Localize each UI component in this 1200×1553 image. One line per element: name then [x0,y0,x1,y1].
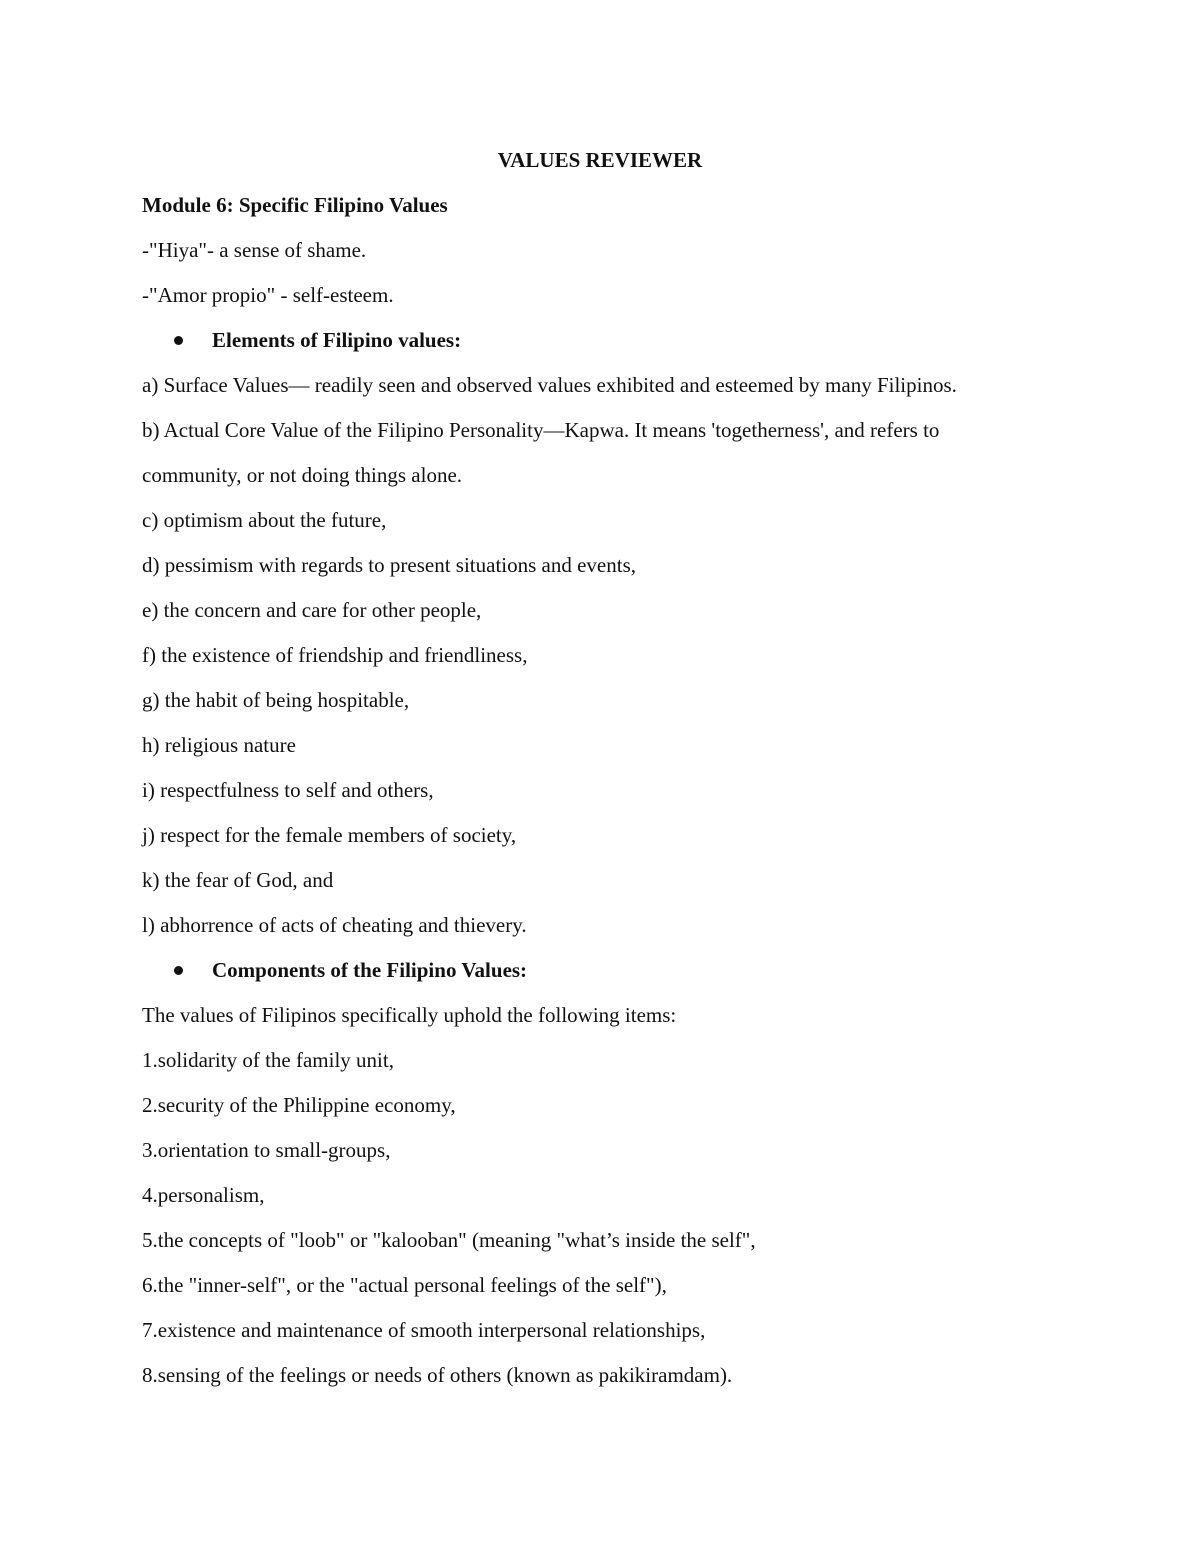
module-heading: Module 6: Specific Filipino Values [142,193,448,217]
list-item: e) the concern and care for other people, [142,598,482,622]
list-item: 5.the concepts of "loob" or "kalooban" (meaning "what’s inside the self", [142,1228,756,1252]
section-heading-components-text: Components of the Filipino Values: [212,958,528,982]
section-heading-elements [142,318,1082,363]
bullet-icon [174,966,183,975]
list-item: j) respect for the female members of society, [142,823,517,847]
list-item: d) pessimism with regards to present situations and events, [142,553,637,577]
list-item: 2.security of the Philippine economy, [142,1093,456,1117]
list-item: i) respectfulness to self and others, [142,778,434,802]
list-item: b) Actual Core Value of the Filipino Personality—Kapwa. It means 'togetherness', and refers to [142,418,940,442]
list-item: h) religious nature [142,733,296,757]
list-item: 6.the "inner-self", or the "actual personal feelings of the self"), [142,1273,667,1297]
list-item: g) the habit of being hospitable, [142,688,410,712]
list-item: community, or not doing things alone. [142,463,463,487]
section-heading-elements-text: Elements of Filipino values: [212,328,462,352]
list-item: The values of Filipinos specifically uphold the following items: [142,1003,677,1027]
list-item: c) optimism about the future, [142,508,387,532]
list-item: 1.solidarity of the family unit, [142,1048,394,1072]
list-item: k) the fear of God, and [142,868,334,892]
list-item: a) Surface Values— readily seen and observed values exhibited and esteemed by many Filipinos. [142,373,957,397]
list-item: 3.orientation to small-groups, [142,1138,391,1162]
list-item: 7.existence and maintenance of smooth interpersonal relationships, [142,1318,706,1342]
document-body [142,138,1082,1398]
section-heading-components [142,948,1082,993]
intro-line-hiya: -"Hiya"- a sense of shame. [142,238,367,262]
intro-line-amor-propio: -"Amor propio" - self-esteem. [142,283,394,307]
list-item: 8.sensing of the feelings or needs of others (known as pakikiramdam). [142,1363,733,1387]
list-item: 4.personalism, [142,1183,265,1207]
document-title: VALUES REVIEWER [497,148,703,172]
list-item: f) the existence of friendship and friendliness, [142,643,528,667]
list-item: l) abhorrence of acts of cheating and thievery. [142,913,527,937]
bullet-icon [174,336,183,345]
